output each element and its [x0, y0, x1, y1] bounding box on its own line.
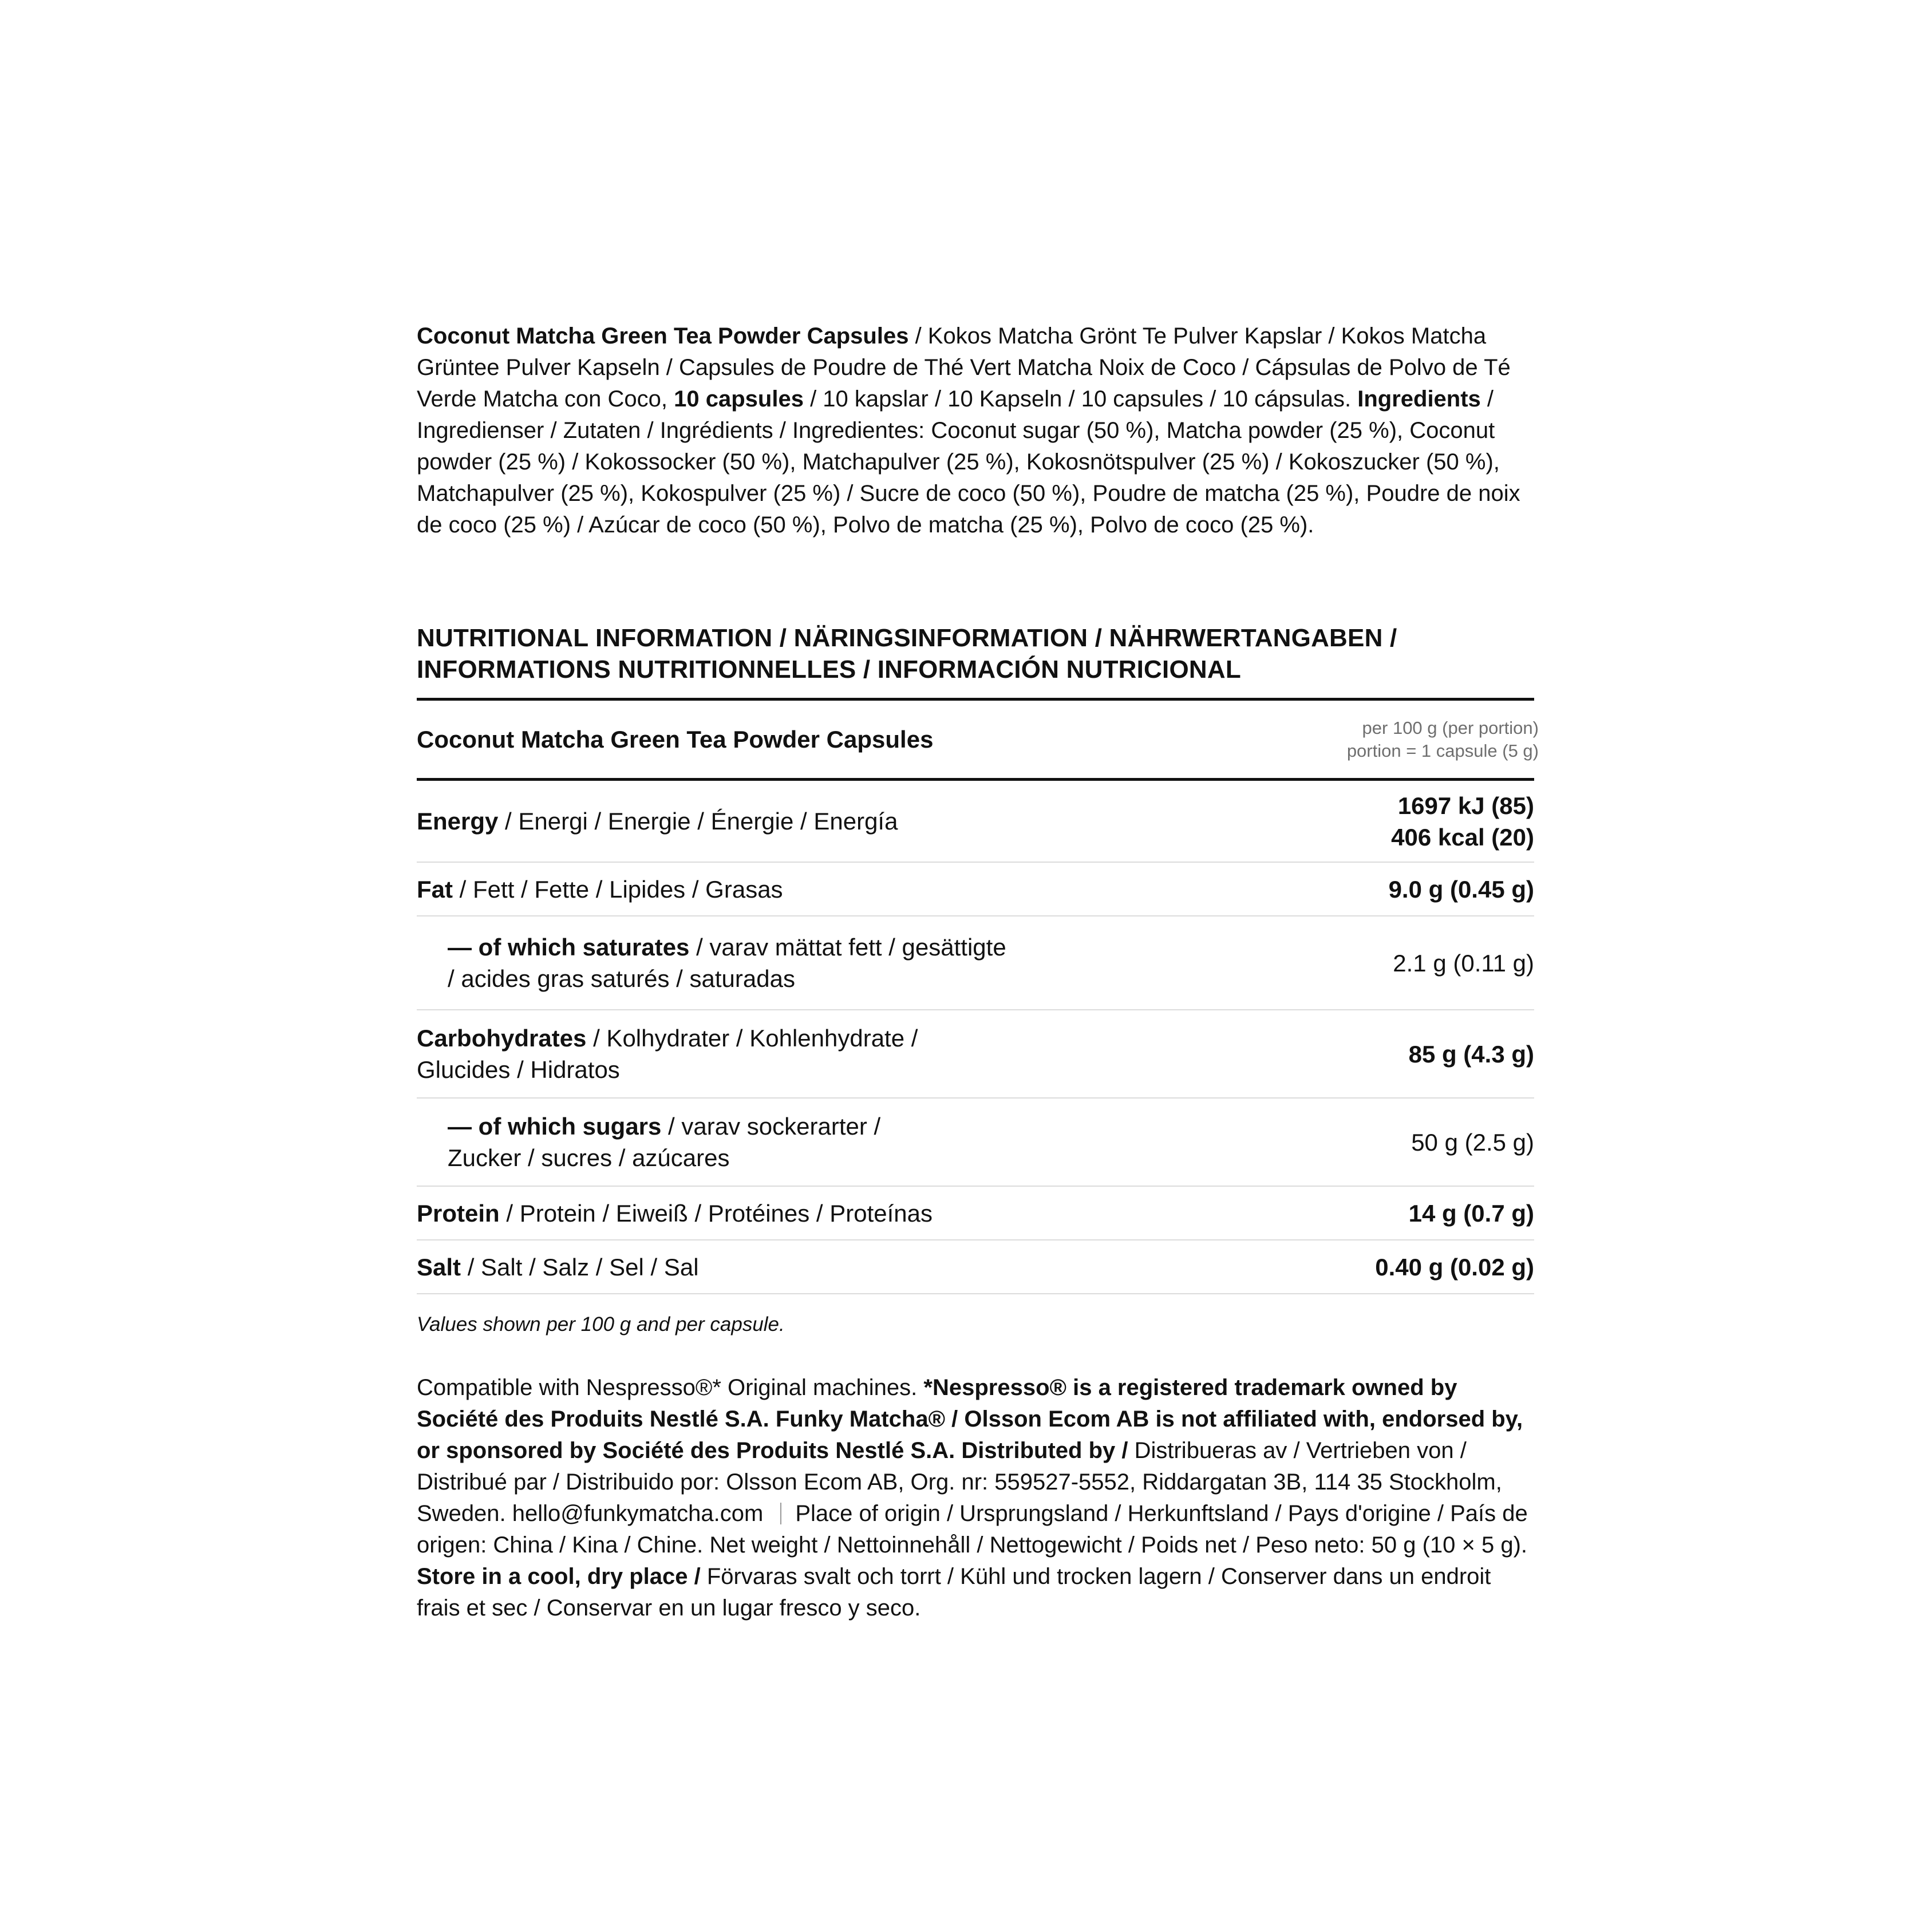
saturates-label-line2: / acides gras saturés / saturadas	[448, 965, 795, 992]
salt-value: 0.40 g (0.02 g)	[1375, 1253, 1534, 1281]
table-row-sugars	[417, 1099, 1534, 1186]
saturates-label	[417, 931, 1006, 994]
intro-paragraph	[417, 321, 1534, 541]
sugars-value: 50 g (2.5 g)	[1411, 1128, 1534, 1156]
salt-label	[417, 1251, 699, 1283]
protein-label-translations: / Protein / Eiweiß / Protéines / Proteínas	[499, 1199, 933, 1227]
per-line2: portion = 1 capsule (5 g)	[1346, 740, 1539, 761]
divider	[417, 1293, 1534, 1294]
product-name: Coconut Matcha Green Tea Powder Capsules	[417, 323, 909, 349]
energy-label-en: Energy	[417, 808, 499, 835]
salt-label-en: Salt	[417, 1253, 461, 1281]
nutrition-title	[417, 622, 1534, 685]
saturates-value: 2.1 g (0.11 g)	[1393, 949, 1534, 977]
nutrition-footnote: Values shown per 100 g and per capsule.	[417, 1313, 785, 1336]
fat-label-translations: / Fett / Fette / Lipides / Grasas	[453, 875, 783, 903]
protein-value: 14 g (0.7 g)	[1408, 1199, 1534, 1227]
energy-label-translations: / Energi / Energie / Énergie / Energía	[498, 808, 898, 835]
product-name-translations: / Kokos Matcha Grönt Te Pulver Kapslar / Kokos Matcha Grüntee Pulver Kapseln / Capsules de Poudre de Thé Vert Matcha Noix de Coco / Cápsulas de Polvo de Té Verde Matcha con Coco,	[417, 323, 1511, 412]
storage-label: Store in a cool, dry place /	[417, 1564, 701, 1589]
compat-text: Compatible with Nespresso®* Original machines.	[417, 1375, 924, 1400]
distributor-text: Distribueras av / Vertrieben von / Distribué par / Distribuido por: Olsson Ecom AB, Org. nr: 559527-5552, Riddargatan 3B, 114 35 Stockholm, Sweden. hello@funkymatcha.com	[417, 1438, 1502, 1526]
energy-kj: 1697 kJ (85)	[1397, 792, 1534, 819]
nutrition-header-row	[417, 701, 1539, 778]
nutrition-title-line2: INFORMATIONS NUTRITIONNELLES / INFORMACIÓN NUTRICIONAL	[417, 655, 1241, 683]
energy-kcal: 406 kcal (20)	[1391, 823, 1534, 851]
table-row-saturates	[417, 916, 1534, 1009]
sugars-label-translations: / varav sockerarter /	[661, 1113, 881, 1140]
sugars-label-en: — of which sugars	[448, 1113, 662, 1140]
carbohydrates-label	[417, 1022, 918, 1085]
table-row-protein	[417, 1187, 1534, 1239]
fat-value: 9.0 g (0.45 g)	[1388, 875, 1534, 903]
trademark-notice: *Nespresso® is a registered trademark owned by Société des Produits Nestlé S.A. Funky Matcha® / Olsson Ecom AB is not affiliated with, endorsed by, or sponsored by Société des Produits Nestlé S.A. Distributed by /	[417, 1375, 1523, 1463]
fat-label-en: Fat	[417, 875, 453, 903]
table-row-carbohydrates	[417, 1010, 1534, 1097]
nutrition-title-line1: NUTRITIONAL INFORMATION / NÄRINGSINFORMATION / NÄHRWERTANGABEN /	[417, 624, 1397, 652]
protein-label-en: Protein	[417, 1199, 500, 1227]
label-content	[417, 321, 1539, 1624]
sugars-label-line2: Zucker / sucres / azúcares	[448, 1144, 730, 1171]
energy-label	[417, 805, 898, 837]
table-row-fat	[417, 863, 1534, 915]
saturates-label-en: — of which saturates	[448, 934, 690, 961]
table-row-energy	[417, 781, 1534, 862]
compatibility-paragraph	[417, 1372, 1534, 1624]
ingredients-label: Ingredients	[1357, 386, 1481, 412]
ingredients-text: / Ingredienser / Zutaten / Ingrédients / Ingredientes: Coconut sugar (50 %), Matcha powder (25 %), Coconut powder (25 %) / Kokossocker (50 %), Matchapulver (25 %), Kokosnötspulver (25 %) / Kokoszucker (50 %), Matchapulver (25 %), Kokospulver (25 %) / Sucre de coco (50 %), Poudre de matcha (25 %), Poudre de noix de coco (25 %) / Azúcar de coco (50 %), Polvo de matcha (25 %), Polvo de coco (25 %).	[417, 386, 1520, 538]
carbohydrates-label-en: Carbohydrates	[417, 1025, 587, 1052]
capsule-count-translations: / 10 kapslar / 10 Kapseln / 10 capsules / 10 cápsulas.	[803, 386, 1358, 412]
carbohydrates-value: 85 g (4.3 g)	[1408, 1040, 1534, 1068]
storage-translations: Förvaras svalt och torrt / Kühl und trocken lagern / Conserver dans un endroit frais et sec / Conservar en un lugar fresco y seco.	[417, 1564, 1491, 1621]
fat-label	[417, 874, 783, 905]
table-row-salt	[417, 1240, 1534, 1293]
saturates-label-translations: / varav mättat fett / gesättigte	[689, 934, 1006, 961]
carbohydrates-label-line2: Glucides / Hidratos	[417, 1056, 620, 1083]
nutrition-product-name: Coconut Matcha Green Tea Powder Capsules	[417, 725, 934, 753]
carbohydrates-label-translations: / Kolhydrater / Kohlenhydrate /	[586, 1025, 918, 1052]
salt-label-translations: / Salt / Salz / Sel / Sal	[461, 1253, 699, 1281]
energy-value	[1391, 790, 1534, 853]
per-line1: per 100 g (per portion)	[1362, 717, 1539, 738]
per-portion-note	[1347, 717, 1539, 762]
origin-weight-text: Place of origin / Ursprungsland / Herkunftsland / Pays d'origine / País de origen: China / Kina / Chine. Net weight / Nettoinnehåll / Nettogewicht / Poids net / Peso neto: 50 g (10 × 5 g).	[417, 1501, 1528, 1558]
sugars-label	[417, 1111, 880, 1174]
protein-label	[417, 1198, 933, 1229]
capsule-count: 10 capsules	[674, 386, 804, 412]
separator	[780, 1503, 781, 1524]
